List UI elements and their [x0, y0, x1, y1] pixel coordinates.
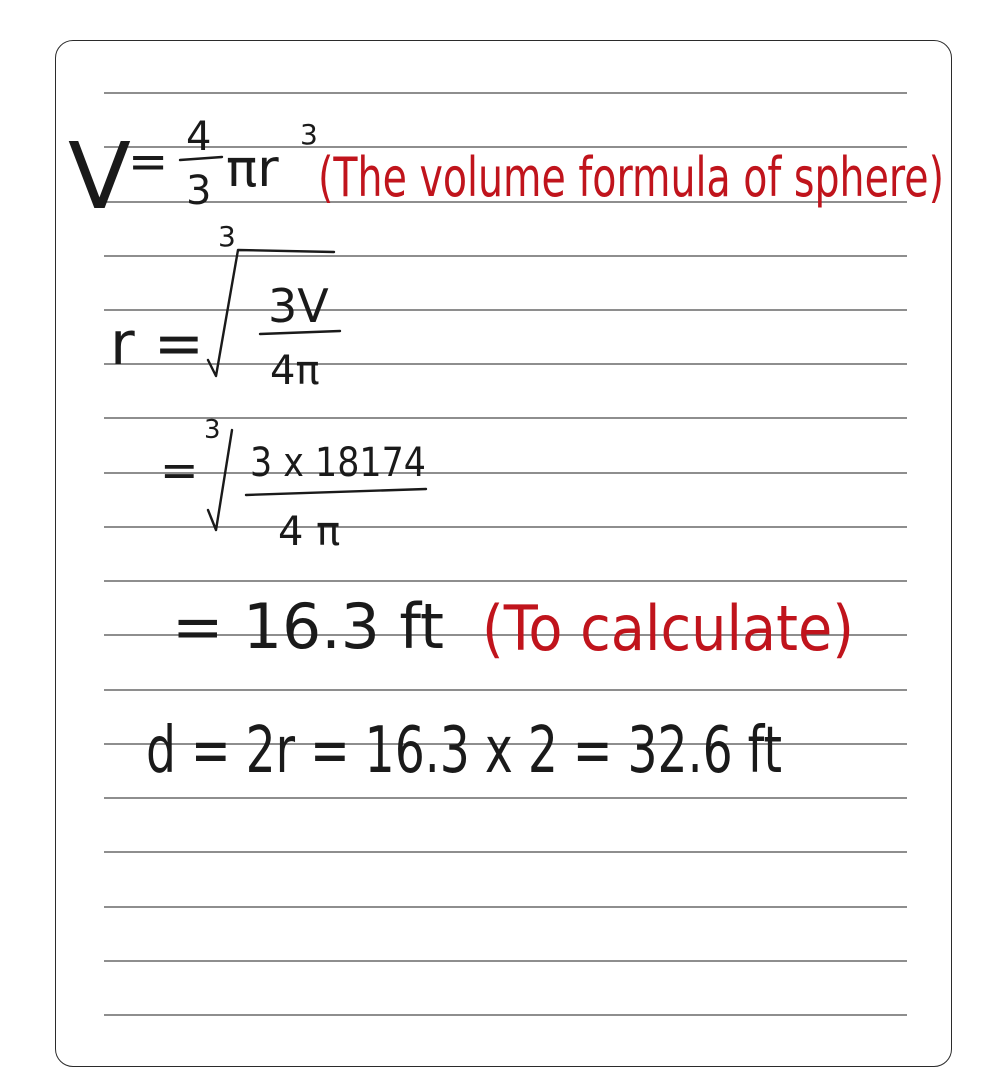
cube-exponent: 3: [300, 118, 318, 151]
root-index: 3: [218, 220, 236, 253]
formula-annotation: (The volume formula of sphere): [318, 146, 944, 209]
substitution-numerator: 3 x 18174: [250, 440, 426, 486]
fraction-numerator: 4: [186, 114, 212, 160]
calculate-annotation: (To calculate): [482, 592, 854, 665]
fraction-denominator: 3: [186, 168, 212, 214]
radius-result: = 16.3 ft: [172, 590, 444, 663]
equals-sign: =: [128, 134, 169, 190]
diameter-result: d = 2r = 16.3 x 2 = 32.6 ft: [146, 714, 782, 788]
root-index: 3: [204, 415, 221, 445]
substitution-denominator: 4 π: [278, 509, 341, 555]
radius-lhs: r =: [110, 309, 205, 379]
equals-sign: =: [160, 443, 199, 497]
radius-numerator: 3V: [268, 279, 329, 333]
radius-denominator: 4π: [270, 348, 320, 394]
volume-symbol: V: [68, 123, 131, 230]
pi-r-term: πr: [226, 139, 279, 199]
